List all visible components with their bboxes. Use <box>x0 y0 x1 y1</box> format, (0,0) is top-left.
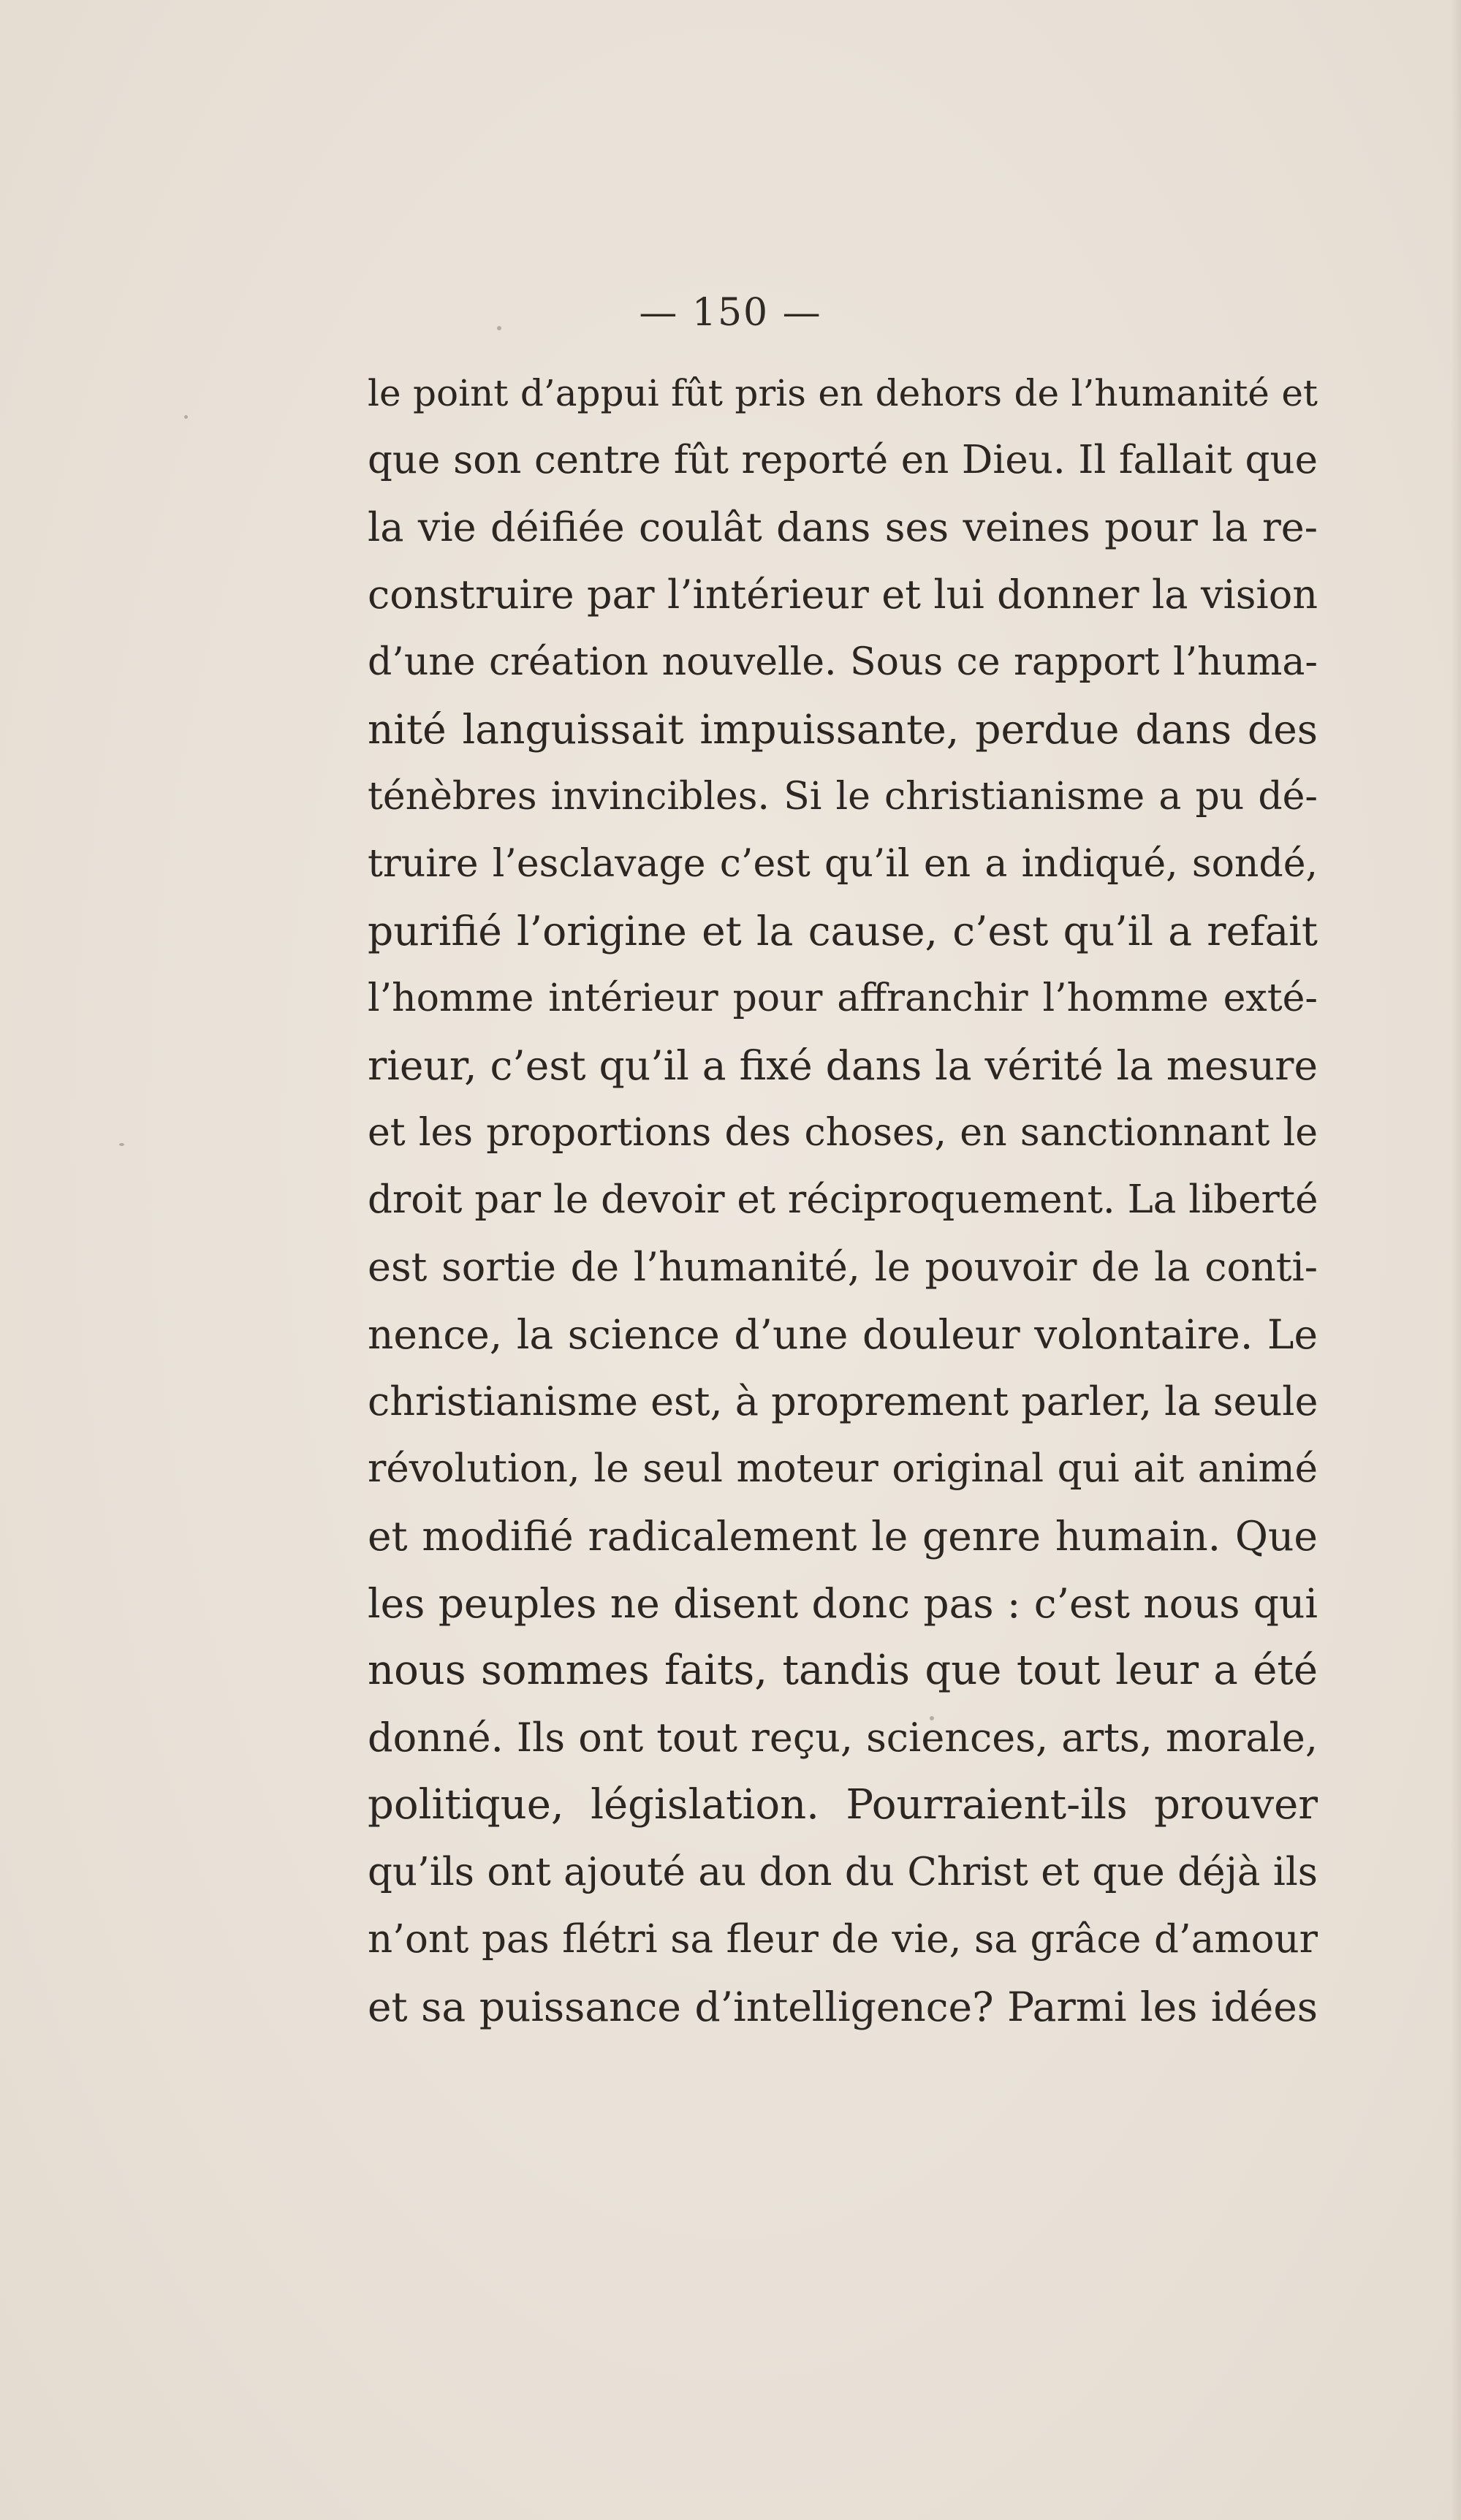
text-line: l’homme intérieur pour affranchir l’homme exté- <box>368 976 1318 1020</box>
text-line: le point d’appui fût pris en dehors de l’humanité et <box>368 372 1318 414</box>
text-line: n’ont pas flétri sa fleur de vie, sa grâce d’amour <box>368 1917 1318 1962</box>
text-line: la vie déifiée coulât dans ses veines pour la re- <box>368 504 1318 550</box>
body-text <box>368 360 1318 2041</box>
paper-speck <box>119 1143 124 1146</box>
text-line: nence, la science d’une douleur volontaire. Le <box>368 1311 1318 1358</box>
text-line: et modifié radicalement le genre humain. Que <box>368 1513 1318 1560</box>
text-line: truire l’esclavage c’est qu’il en a indiqué, sondé, <box>368 842 1318 886</box>
text-line: construire par l’intérieur et lui donner la vision <box>368 572 1318 618</box>
page-number: — 150 — <box>639 291 822 335</box>
text-line: est sortie de l’humanité, le pouvoir de la conti- <box>368 1244 1318 1290</box>
text-line: qu’ils ont ajouté au don du Christ et que déjà ils <box>368 1850 1318 1894</box>
text-line: les peuples ne disent donc pas : c’est nous qui <box>368 1580 1318 1627</box>
text-line: nous sommes faits, tandis que tout leur a été <box>368 1647 1318 1694</box>
text-line: purifié l’origine et la cause, c’est qu’il a refait <box>368 908 1318 955</box>
page-edge-shadow <box>1451 0 1461 2520</box>
text-line: politique, législation. Pourraient-ils prouver <box>368 1781 1318 1829</box>
text-line: rieur, c’est qu’il a fixé dans la vérité la mesure <box>368 1042 1318 1089</box>
text-line: et sa puissance d’intelligence? Parmi les idées <box>368 1984 1318 2030</box>
text-line: révolution, le seul moteur original qui ait animé <box>368 1446 1318 1491</box>
text-line: que son centre fût reporté en Dieu. Il fallait que <box>368 438 1318 482</box>
text-line: nité languissait impuissante, perdue dans des <box>368 706 1318 753</box>
text-line: ténèbres invincibles. Si le christianisme a pu dé- <box>368 775 1318 819</box>
text-line: droit par le devoir et réciproquement. La liberté <box>368 1177 1318 1222</box>
text-line: donné. Ils ont tout reçu, sciences, arts, morale, <box>368 1715 1318 1761</box>
text-line: et les proportions des choses, en sanctionnant le <box>368 1111 1318 1155</box>
text-line: d’une création nouvelle. Sous ce rapport l’huma- <box>368 640 1318 684</box>
paper-speck <box>184 415 188 419</box>
text-line: christianisme est, à proprement parler, la seule <box>368 1378 1318 1424</box>
